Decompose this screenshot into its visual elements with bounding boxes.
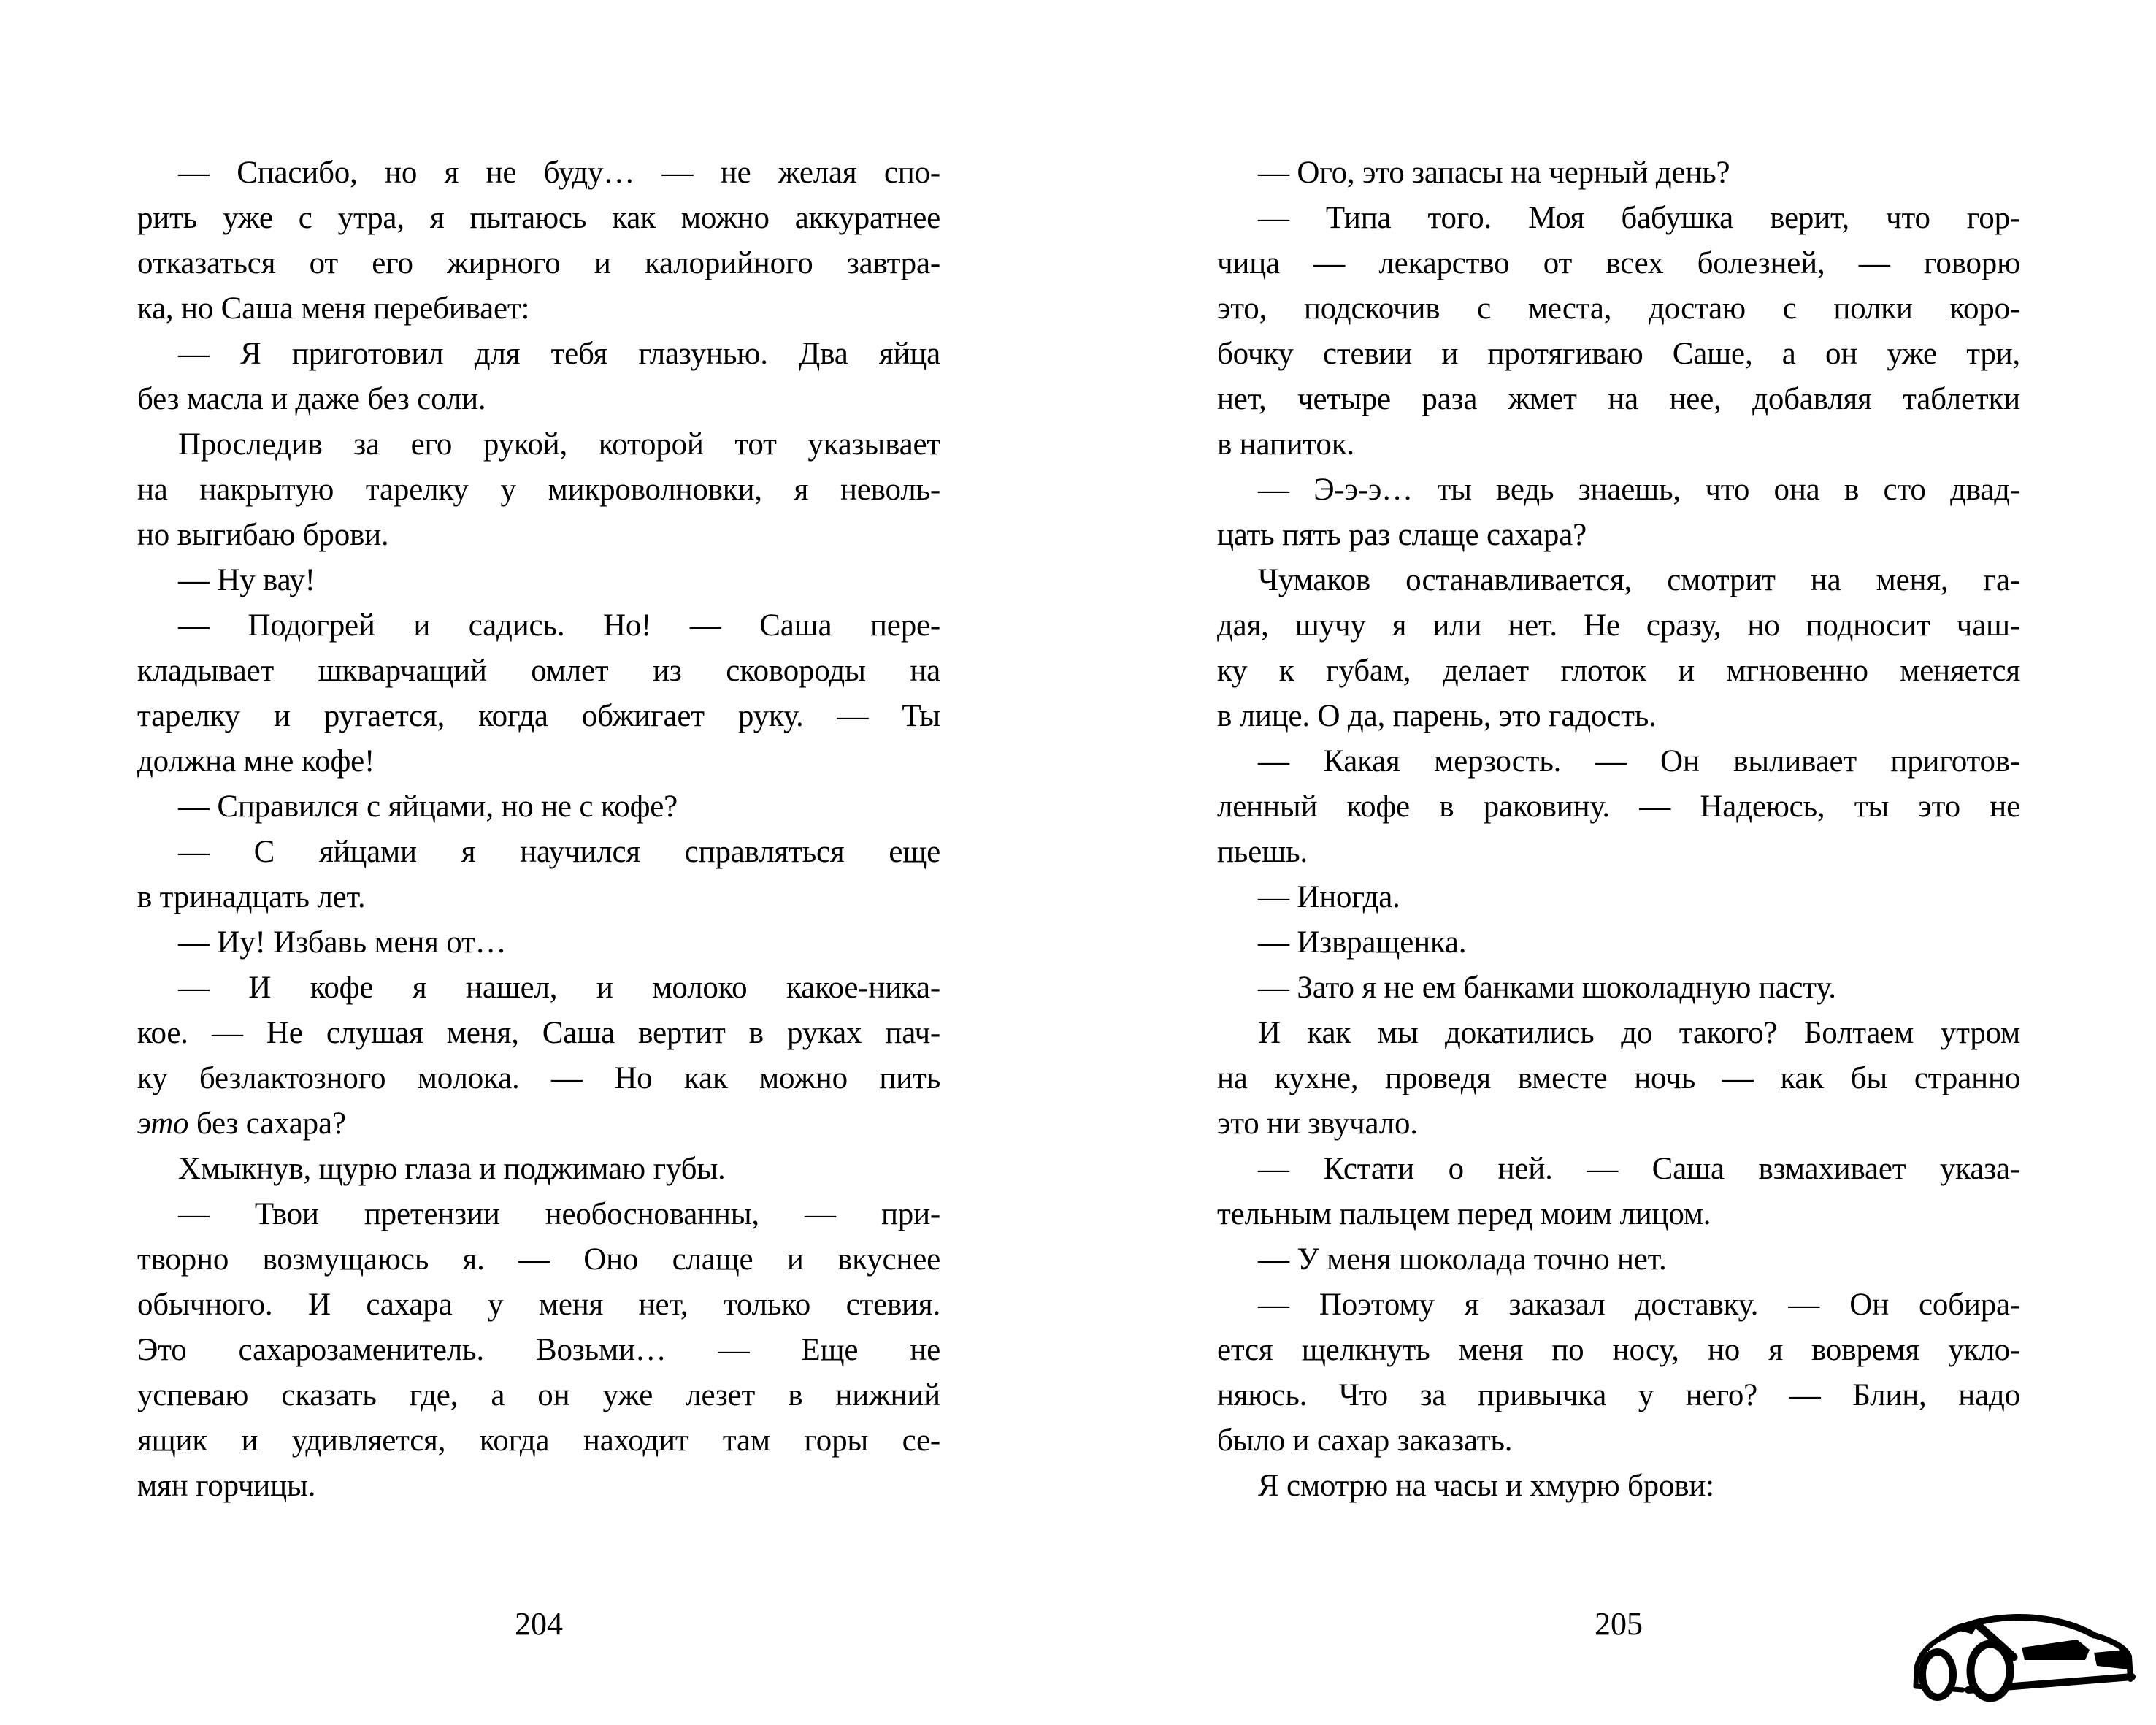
text-line: — Кстати о ней. — Саша взмахивает указа-: [1258, 1152, 2020, 1186]
text-line: — Иногда.: [1258, 880, 1400, 914]
text-line: это без сахара?: [137, 1106, 346, 1141]
text-line: — Поэтому я заказал доставку. — Он собира-: [1258, 1288, 2020, 1322]
text-line: цать пять раз слаще сахара?: [1217, 518, 1587, 552]
text-line: должна мне кофе!: [137, 744, 375, 779]
text-line: мян горчицы.: [137, 1469, 316, 1503]
text-line: нет, четыре раза жмет на нее, добавляя таблетки: [1217, 382, 2020, 416]
text-line: — Какая мерзость. — Он выливает приготов-: [1258, 744, 2020, 779]
text-line: Чумаков останавливается, смотрит на меня, га-: [1258, 563, 2020, 597]
text-line: это, подскочив с места, достаю с полки коро-: [1217, 291, 2020, 326]
text-line: няюсь. Что за привычка у него? — Блин, надо: [1217, 1378, 2020, 1412]
text-line: тарелку и ругается, когда обжигает руку. — Ты: [137, 699, 940, 733]
text-line: творно возмущаюсь я. — Оно слаще и вкуснее: [137, 1242, 940, 1277]
text-line: — Подогрей и садись. Но! — Саша пере-: [178, 608, 940, 643]
text-line: но выгибаю брови.: [137, 518, 389, 552]
text-line: — Извращенка.: [1258, 925, 1467, 960]
text-line: Проследив за его рукой, которой тот указывает: [178, 427, 940, 462]
text-line: Я смотрю на часы и хмурю брови:: [1258, 1469, 1714, 1503]
text-line: — Справился с яйцами, но не с кофе?: [178, 789, 678, 824]
text-line: на кухне, проведя вместе ночь — как бы странно: [1217, 1061, 2020, 1095]
text-line: в тринадцать лет.: [137, 880, 366, 914]
right-page-text: [1217, 150, 2020, 1509]
text-line: ленный кофе в раковину. — Надеюсь, ты это не: [1217, 789, 2020, 824]
text-line: ящик и удивляется, когда находит там горы се-: [137, 1423, 940, 1458]
text-line: ка, но Саша меня перебивает:: [137, 291, 530, 326]
text-line: — Ого, это запасы на черный день?: [1258, 156, 1730, 190]
text-line: было и сахар заказать.: [1217, 1423, 1513, 1458]
text-line: обычного. И сахара у меня нет, только стевия.: [137, 1288, 940, 1322]
text-line: без масла и даже без соли.: [137, 382, 486, 416]
text-line: чица — лекарство от всех болезней, — говорю: [1217, 246, 2020, 280]
text-line: успеваю сказать где, а он уже лезет в нижний: [137, 1378, 940, 1412]
text-line: — Ну вау!: [178, 563, 315, 597]
text-line: пьешь.: [1217, 835, 1308, 869]
text-line: И как мы докатились до такого? Болтаем утром: [1258, 1016, 2020, 1050]
text-line: Хмыкнув, щурю глаза и поджимаю губы.: [178, 1152, 726, 1186]
text-line: — Зато я не ем банками шоколадную пасту.: [1258, 971, 1836, 1005]
text-line: на накрытую тарелку у микроволновки, я неволь-: [137, 473, 940, 507]
text-line: дая, шучу я или нет. Не сразу, но подносит чаш-: [1217, 608, 2020, 643]
text-line: в напиток.: [1217, 427, 1354, 462]
text-line: кладывает шкварчащий омлет из сковороды на: [137, 654, 940, 688]
text-line: рить уже с утра, я пытаюсь как можно аккуратнее: [137, 201, 940, 235]
text-line: — Твои претензии необоснованны, — при-: [178, 1197, 940, 1231]
text-line: — Спасибо, но я не буду… — не желая спо-: [178, 156, 940, 190]
text-line: это ни звучало.: [1217, 1106, 1418, 1141]
text-line: ку безлактозного молока. — Но как можно пить: [137, 1061, 940, 1095]
text-line: — Типа того. Моя бабушка верит, что гор-: [1258, 201, 2020, 235]
text-line: — У меня шоколада точно нет.: [1258, 1242, 1667, 1277]
text-line: ку к губам, делает глоток и мгновенно меняется: [1217, 654, 2020, 688]
text-line: — Иу! Избавь меня от…: [178, 925, 507, 960]
text-line: — И кофе я нашел, и молоко какое-ника-: [178, 971, 940, 1005]
text-line: ется щелкнуть меня по носу, но я вовремя укло-: [1217, 1333, 2020, 1367]
left-page-text: [137, 150, 940, 1509]
page-number-left: 204: [515, 1606, 563, 1642]
text-line: — Э-э-э… ты ведь знаешь, что она в сто двад-: [1258, 473, 2020, 507]
text-line: — Я приготовил для тебя глазунью. Два яйца: [178, 337, 940, 371]
text-line: тельным пальцем перед моим лицом.: [1217, 1197, 1711, 1231]
text-line: кое. — Не слушая меня, Саша вертит в руках пач-: [137, 1016, 940, 1050]
text-line: Это сахарозаменитель. Возьми… — Еще не: [137, 1333, 940, 1367]
text-line: в лице. О да, парень, это гадость.: [1217, 699, 1657, 733]
text-line: отказаться от его жирного и калорийного завтра-: [137, 246, 940, 280]
page-number-right: 205: [1595, 1606, 1643, 1642]
text-line: — С яйцами я научился справляться еще: [178, 835, 940, 869]
sports-car-icon: [1904, 1607, 2149, 1703]
text-line: бочку стевии и протягиваю Саше, а он уже три,: [1217, 337, 2020, 371]
